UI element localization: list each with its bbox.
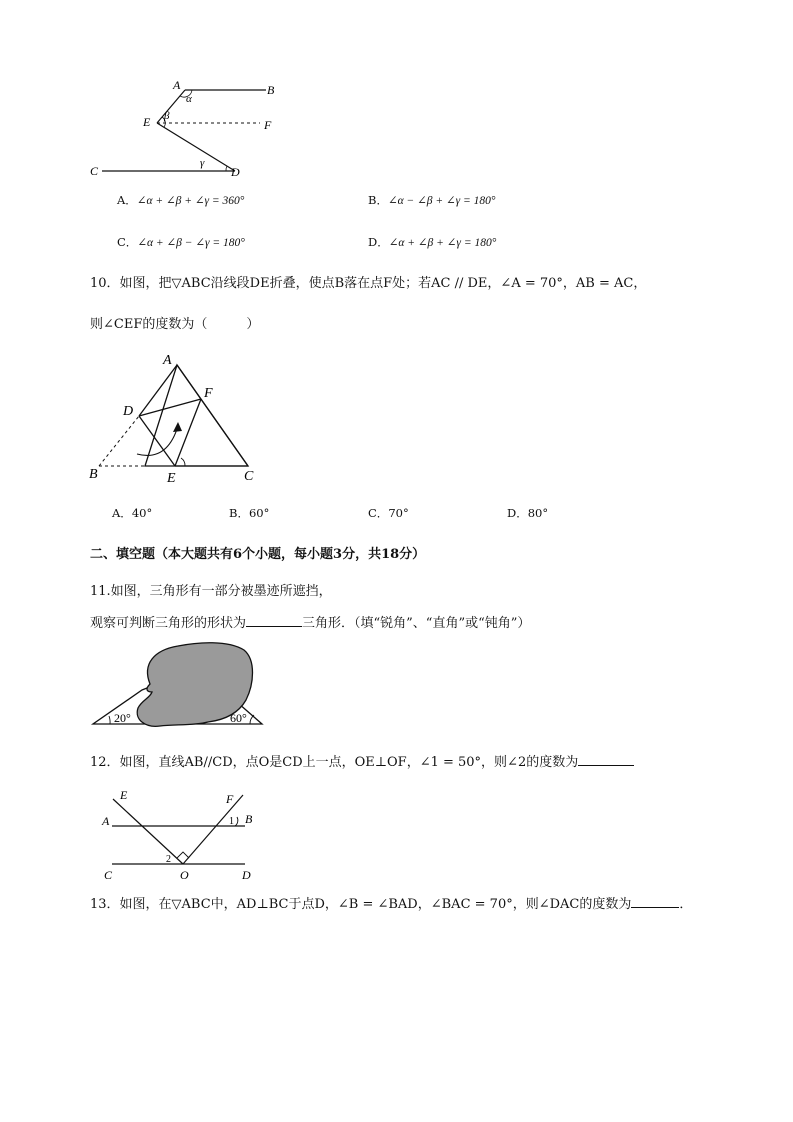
- q12-figure: [95, 787, 265, 882]
- label-c: C: [90, 164, 99, 178]
- answer-blank[interactable]: [246, 615, 302, 627]
- label-f: F: [204, 386, 213, 401]
- label-o: O: [180, 868, 189, 882]
- line-ac: [177, 365, 248, 466]
- line-bd-dashed: [99, 416, 139, 466]
- option-letter: C．: [368, 506, 389, 520]
- line-df: [139, 399, 201, 416]
- label-d: D: [231, 165, 240, 179]
- line-ad: [139, 365, 177, 416]
- triangle-aec: [145, 365, 248, 466]
- line-ed: [157, 123, 235, 171]
- q12-question: 12．如图，直线AB//CD，点O是CD上一点，OE⊥OF，∠1 = 50°，则∠2的度数为: [90, 755, 579, 770]
- q10-line2: 则∠CEF的度数为（ ）: [90, 317, 260, 332]
- option-letter: B．: [229, 506, 249, 520]
- q10-option-a: [112, 505, 152, 521]
- angle-right-label: 60°: [230, 711, 247, 725]
- label-a: A: [102, 814, 110, 828]
- label-b: B: [89, 467, 98, 482]
- label-d: D: [242, 868, 251, 882]
- q11-text-before: 观察可判断三角形的形状为: [90, 616, 247, 631]
- line-ae: [157, 90, 185, 123]
- angle-left-arc: [109, 716, 110, 724]
- q9-option-c: [117, 234, 245, 250]
- q10-option-c: [368, 505, 409, 521]
- label-a: A: [163, 353, 172, 368]
- option-letter: A．: [112, 506, 132, 520]
- answer-blank[interactable]: [578, 754, 634, 766]
- angle-cef-arc: [181, 458, 185, 466]
- answer-blank[interactable]: [631, 896, 679, 908]
- label-a: A: [173, 78, 181, 92]
- fold-arrowhead: [173, 422, 182, 432]
- label-b: B: [267, 83, 275, 97]
- label-gamma: γ: [200, 157, 205, 169]
- label-2: 2: [166, 854, 171, 865]
- q9-option-a: [117, 192, 244, 208]
- q9-option-d: [368, 234, 496, 250]
- angle-1-arc: [235, 817, 238, 826]
- q12-text: [90, 754, 634, 771]
- label-d: D: [123, 404, 134, 419]
- option-text: ∠α + ∠β + ∠γ = 360°: [136, 195, 245, 207]
- section-heading: 二、填空题（本大题共有6个小题，每小题3分，共18分）: [90, 547, 426, 562]
- label-e: E: [120, 788, 128, 802]
- label-1: 1: [229, 816, 234, 827]
- option-letter: B．: [368, 193, 388, 207]
- q10-line1: 10．如图，把▽ABC沿线段DE折叠，使点B落在点F处；若AC // DE，∠A = 70°，AB = AC，: [90, 276, 647, 291]
- label-b: B: [245, 812, 253, 826]
- q11-figure: [88, 640, 268, 730]
- q9-figure: [80, 75, 300, 185]
- angle-left-label: 20°: [114, 711, 131, 725]
- q13-text: [90, 896, 692, 913]
- option-text: 70°: [388, 506, 409, 520]
- q10-option-d: [507, 505, 548, 521]
- option-text: ∠α + ∠β + ∠γ = 180°: [388, 237, 497, 249]
- right-angle-mark: [177, 852, 189, 858]
- q11-line2: [90, 615, 530, 632]
- label-f: F: [264, 118, 272, 132]
- option-letter: A．: [117, 193, 137, 207]
- q9-option-b: [368, 192, 496, 208]
- option-text: 80°: [527, 506, 549, 520]
- ray-of: [183, 795, 243, 864]
- line-fe: [175, 399, 201, 466]
- option-text: 60°: [248, 506, 270, 520]
- label-e: E: [143, 115, 151, 129]
- option-letter: D．: [368, 235, 389, 249]
- q11-text-after: 三角形．（填“锐角”、“直角”或“钝角”）: [302, 616, 531, 631]
- q10-figure: [85, 350, 275, 490]
- q13-question: 13．如图，在▽ABC中，AD⊥BC于点D，∠B = ∠BAD，∠BAC = 70°，则∠DAC的度数为: [90, 897, 632, 912]
- label-beta: β: [164, 110, 170, 122]
- angle-gamma-arc: [226, 166, 227, 171]
- line-de: [139, 416, 175, 466]
- option-text: ∠α − ∠β + ∠γ = 180°: [387, 195, 496, 207]
- option-text: 40°: [131, 506, 153, 520]
- label-alpha: α: [186, 93, 192, 105]
- label-c: C: [244, 469, 254, 484]
- label-e: E: [167, 471, 176, 486]
- q13-end: ．: [679, 897, 693, 912]
- option-letter: C．: [117, 235, 138, 249]
- q11-line1: 11.如图，三角形有一部分被墨迹所遮挡，: [90, 584, 332, 599]
- q10-option-b: [229, 505, 269, 521]
- ray-oe: [113, 799, 183, 864]
- label-c: C: [104, 868, 113, 882]
- option-text: ∠α + ∠β − ∠γ = 180°: [137, 237, 245, 249]
- label-f: F: [226, 792, 234, 806]
- option-letter: D．: [507, 506, 528, 520]
